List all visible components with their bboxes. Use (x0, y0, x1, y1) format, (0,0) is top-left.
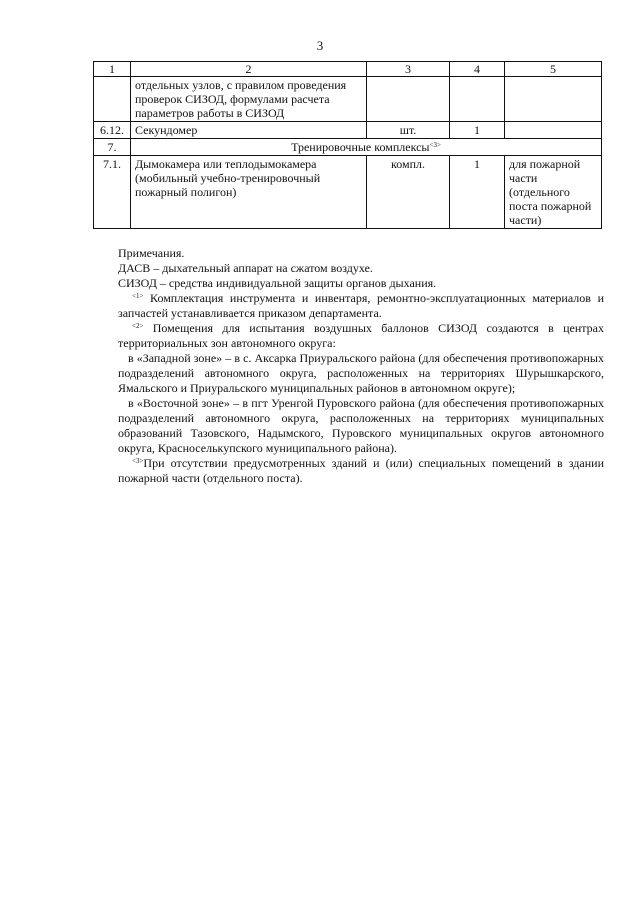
footnote-text: Комплектация инструмента и инвентаря, ремонтно-эксплуатационных материалов и запчастей устанавливается приказом департамента. (118, 291, 604, 320)
footnote-marker: <2> (132, 322, 144, 330)
header-cell: 5 (505, 62, 602, 77)
notes-title: Примечания. (118, 246, 185, 260)
item-name-cell: отдельных узлов, с правилом проведения проверок СИЗОД, формулами расчета параметров работы в СИЗОД (131, 77, 367, 122)
note-dasv: ДАСВ – дыхательный аппарат на сжатом воздухе. (118, 261, 373, 275)
header-cell: 4 (450, 62, 505, 77)
footnote-2 (118, 321, 604, 351)
note-sizod: СИЗОД – средства индивидуальной защиты органов дыхания. (118, 276, 437, 290)
note-cell: для пожарной части (отдельного поста пожарной части) (505, 156, 602, 229)
row-number-cell: 7. (94, 139, 131, 156)
item-name-cell: Секундомер (131, 122, 367, 139)
footnote-marker: <1> (132, 292, 144, 300)
table-section-row (94, 139, 602, 156)
row-number-cell: 7.1. (94, 156, 131, 229)
footnote-marker: <3> (132, 457, 144, 465)
footnote-ref: <3> (429, 141, 441, 149)
unit-cell: компл. (367, 156, 450, 229)
unit-cell: шт. (367, 122, 450, 139)
note-cell (505, 77, 602, 122)
header-cell: 1 (94, 62, 131, 77)
note-east-zone: в «Восточной зоне» – в пгт Уренгой Пуровского района (для обеспечения противопожарных подразделений автономного округа, расположенных на территориях муниципальных образований Тазовского, Надымского, Пуровского муниципальных округов автономного округа, Красноселькупского муниципального района). (118, 396, 604, 455)
section-title: Тренировочные комплексы (291, 140, 430, 154)
quantity-cell: 1 (450, 122, 505, 139)
equipment-table (93, 61, 602, 229)
note-west-zone: в «Западной зоне» – в с. Аксарка Приуральского района (для обеспечения противопожарных подразделений автономного округа, расположенных на территориях Шурышкарского, Ямальского и Приуральского муниципальных районов в автономном округе); (118, 351, 604, 395)
table-row (94, 156, 602, 229)
notes-section (118, 246, 604, 486)
section-title-cell (131, 139, 602, 156)
page-number: 3 (316, 38, 324, 53)
footnote-text: Помещения для испытания воздушных баллонов СИЗОД создаются в центрах территориальных зон автономного округа: (118, 321, 604, 350)
item-name-cell: Дымокамера или теплодымокамера (мобильный учебно-тренировочный пожарный полигон) (131, 156, 367, 229)
header-cell: 2 (131, 62, 367, 77)
unit-cell (367, 77, 450, 122)
table-header-row (94, 62, 602, 77)
table-row (94, 122, 602, 139)
quantity-cell: 1 (450, 156, 505, 229)
row-number-cell (94, 77, 131, 122)
note-cell (505, 122, 602, 139)
table-row (94, 77, 602, 122)
footnote-1 (118, 291, 604, 321)
footnote-3 (118, 456, 604, 486)
footnote-text: При отсутствии предусмотренных зданий и (или) специальных помещений в здании пожарной части (отдельного поста). (118, 456, 604, 485)
header-cell: 3 (367, 62, 450, 77)
row-number-cell: 6.12. (94, 122, 131, 139)
quantity-cell (450, 77, 505, 122)
